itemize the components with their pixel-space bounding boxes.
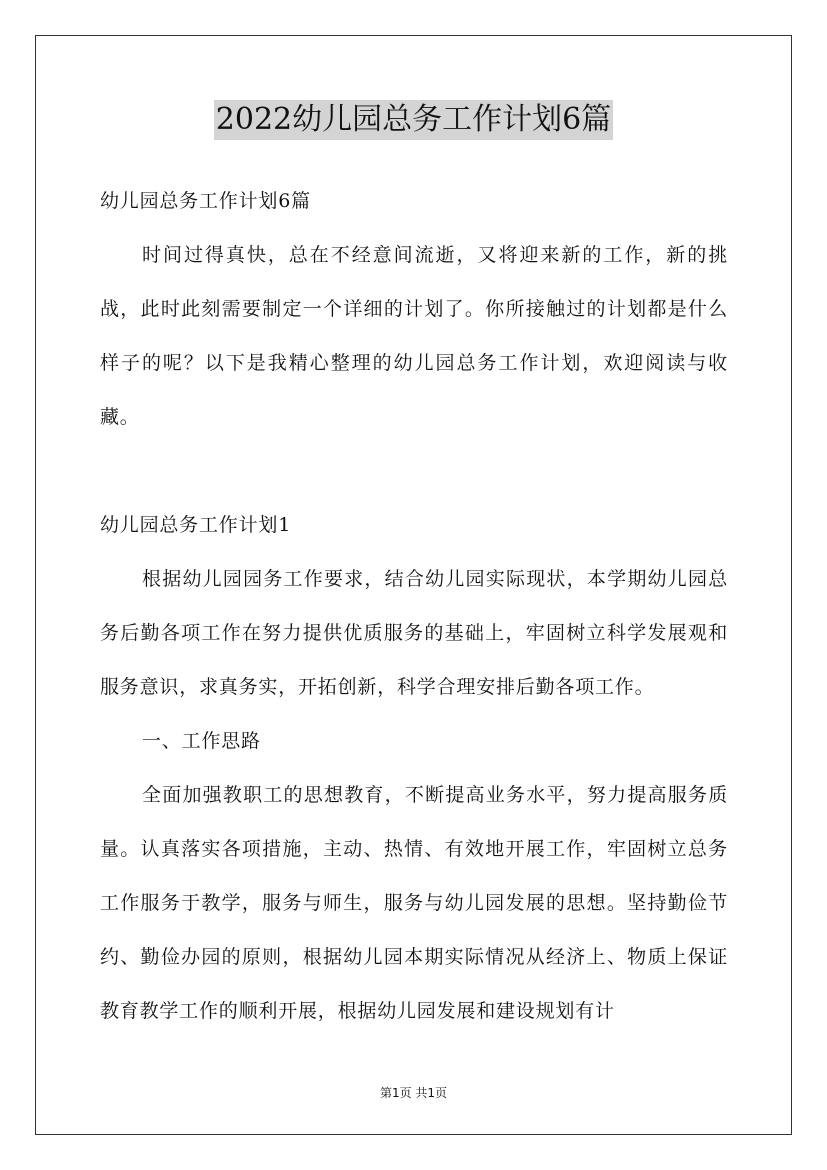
document-title: 2022幼儿园总务工作计划6篇 [214, 100, 613, 140]
title-container [0, 100, 827, 140]
subheading-work-ideas: 一、工作思路 [142, 730, 261, 752]
paragraph-spacer [100, 444, 728, 498]
document-subtitle: 幼儿园总务工作计划6篇 [100, 190, 311, 212]
section-heading: 幼儿园总务工作计划1 [100, 514, 292, 536]
section-paragraph-1: 根据幼儿园园务工作要求，结合幼儿园实际现状，本学期幼儿园总务后勤各项工作在努力提供优质服务的基础上，牢固树立科学发展观和服务意识，求真务实，开拓创新，科学合理安排后勤各项工作。 [100, 568, 728, 698]
section-paragraph-2: 全面加强教职工的思想教育，不断提高业务水平，努力提高服务质量。认真落实各项措施，主动、热情、有效地开展工作，牢固树立总务工作服务于教学，服务与师生，服务与幼儿园发展的思想。坚持勤俭节约、勤俭办园的原则，根据幼儿园本期实际情况从经济上、物质上保证教育教学工作的顺利开展，根据幼儿园发展和建设规划有计 [100, 784, 728, 1022]
intro-paragraph: 时间过得真快，总在不经意间流逝，又将迎来新的工作，新的挑战，此时此刻需要制定一个详细的计划了。你所接触过的计划都是什么样子的呢？以下是我精心整理的幼儿园总务工作计划，欢迎阅读与收藏。 [100, 244, 728, 428]
page-footer: 第1页 共1页 [379, 1086, 448, 1100]
document-body [100, 174, 728, 1038]
